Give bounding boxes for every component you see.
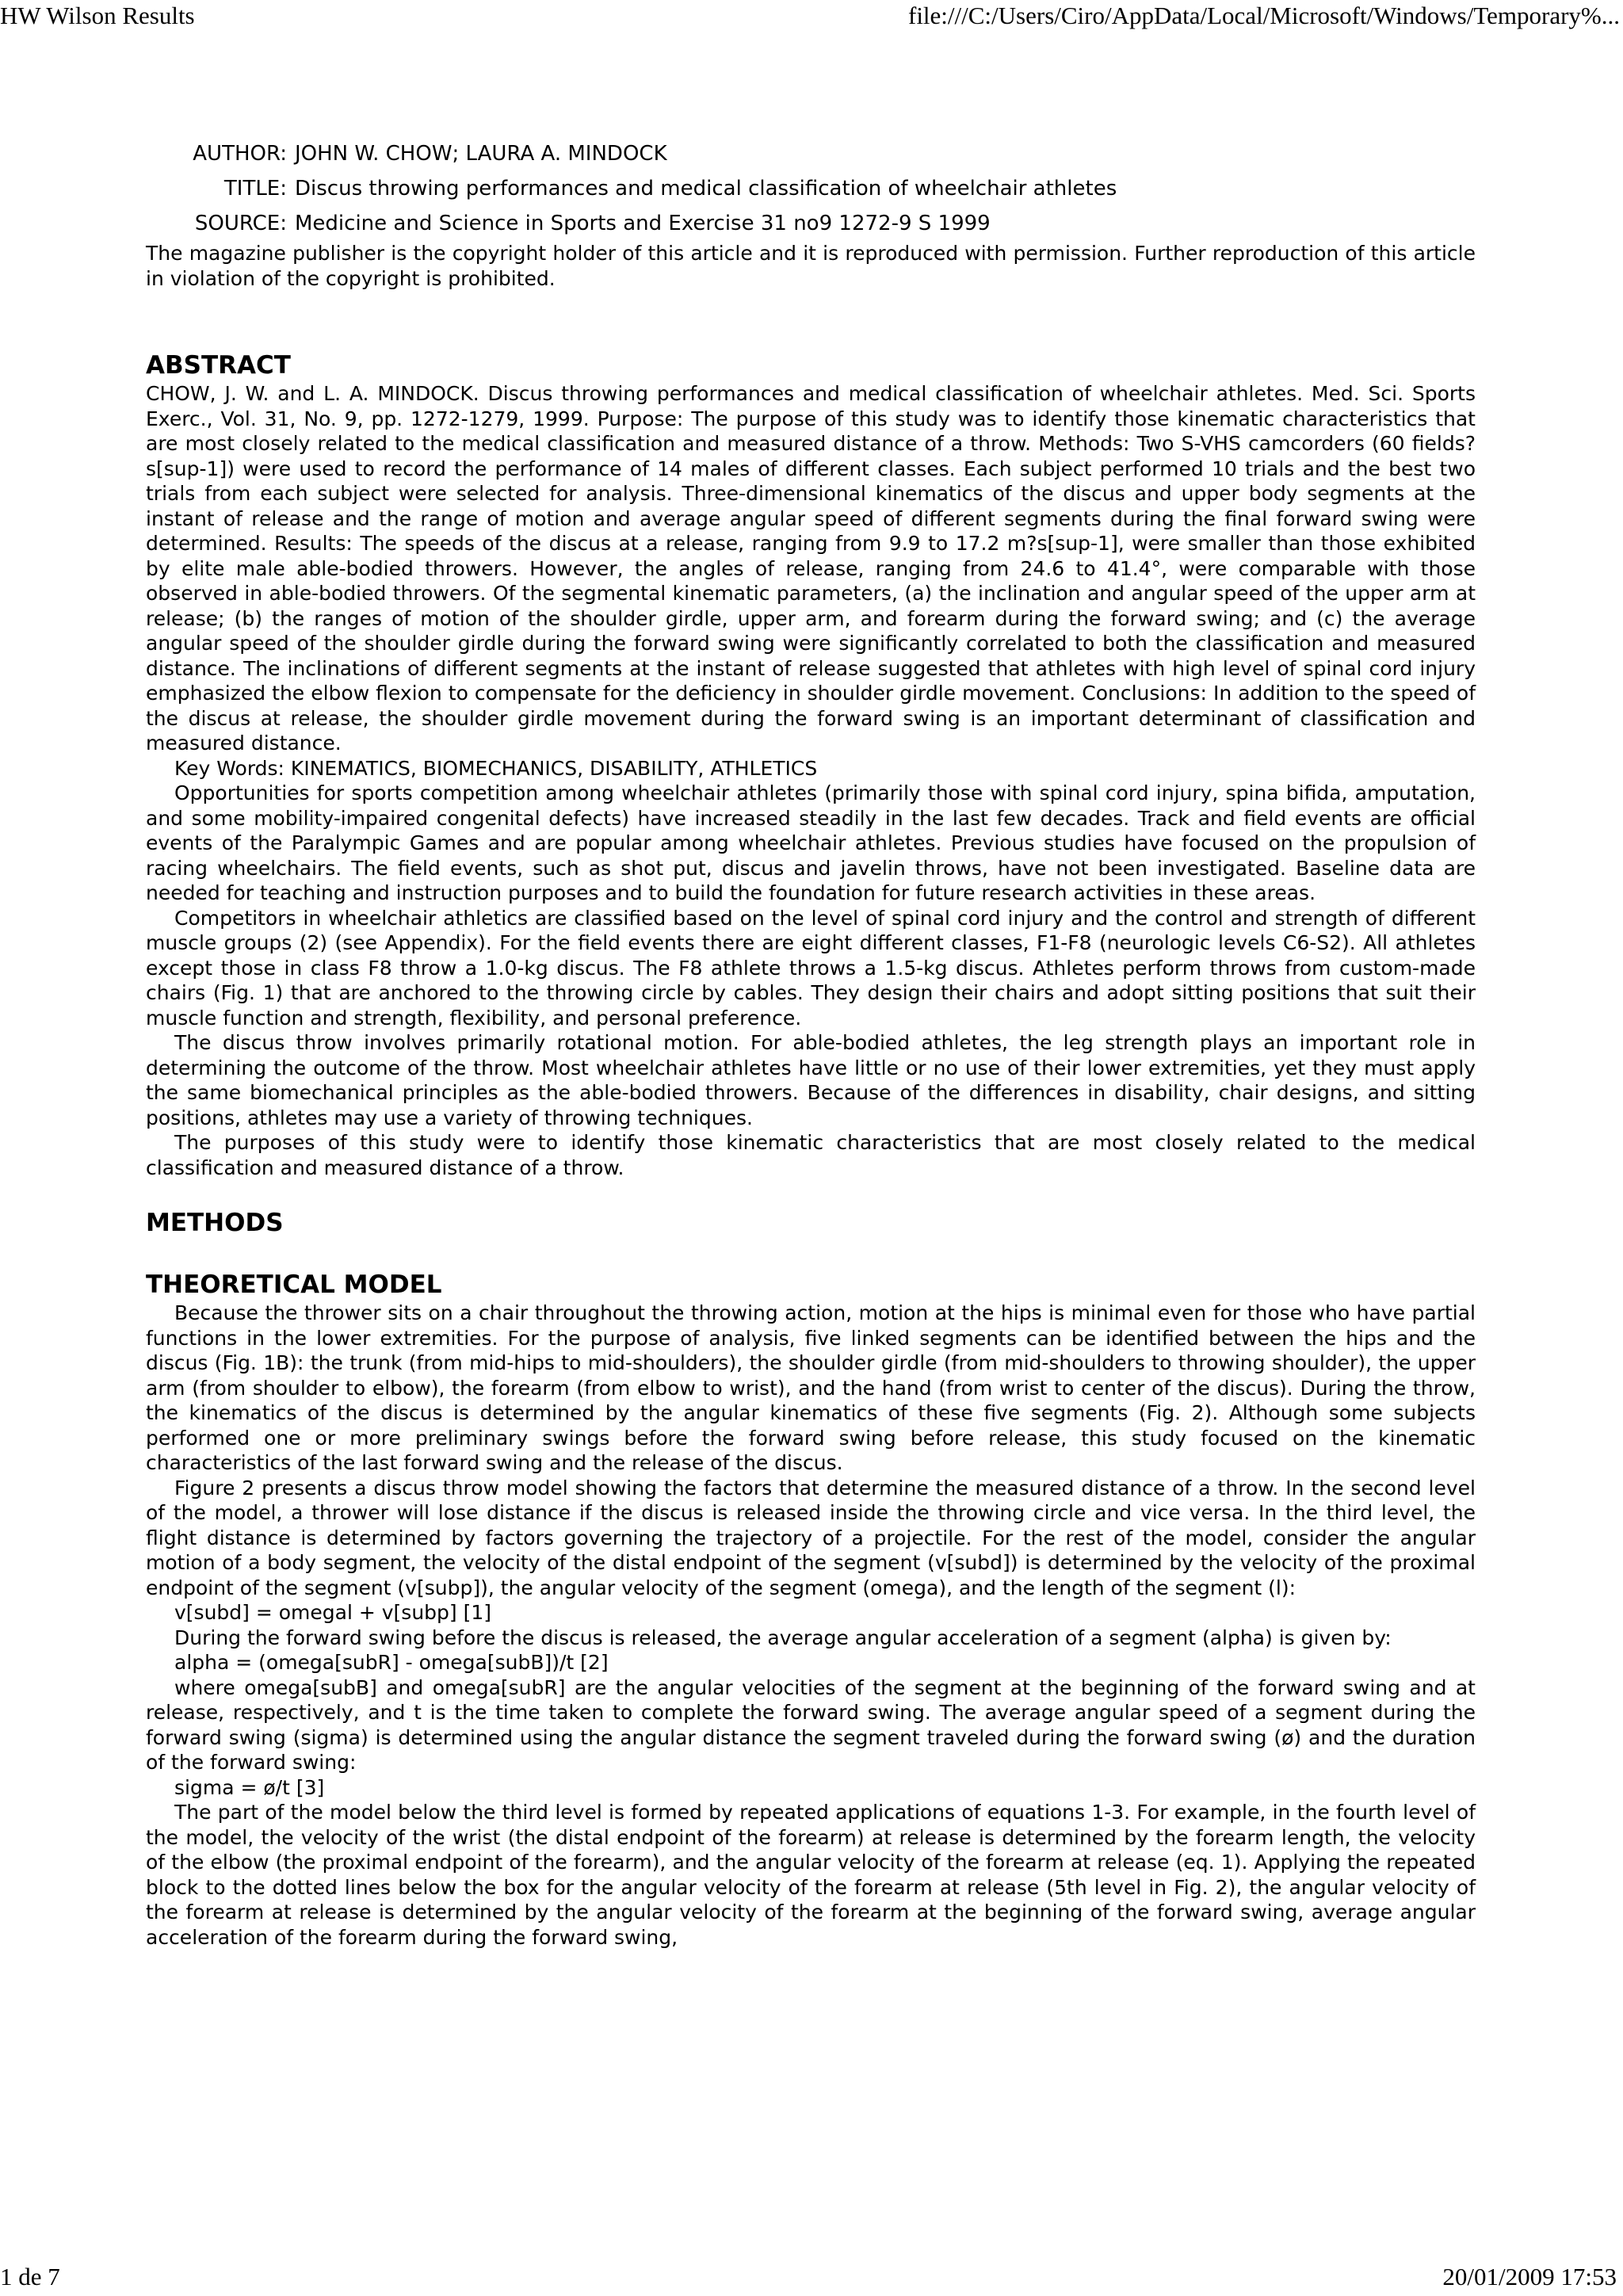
author-value: JOHN W. CHOW; LAURA A. MINDOCK bbox=[295, 142, 667, 166]
copyright-notice: The magazine publisher is the copyright holder of this article and it is reproduced with permission. Further reproduction of this article in violation of the copyright is prohibited. bbox=[146, 242, 1476, 290]
methods-paragraph: Figure 2 presents a discus throw model showing the factors that determine the measured distance of a throw. In the second level of the model, a thrower will lose distance if the discus is released inside the throwing circle and vice versa. In the third level, the flight distance is determined by factors governing the trajectory of a projectile. For the rest of the model, consider the angular motion of a body segment, the velocity of the distal endpoint of the segment (v[subd]) is determined by the velocity of the proximal endpoint of the segment (v[subp]), the angular velocity of the segment (omega), and the length of the segment (l): bbox=[146, 1476, 1476, 1599]
article-metadata bbox=[152, 136, 1476, 241]
keywords: Key Words: KINEMATICS, BIOMECHANICS, DISABILITY, ATHLETICS bbox=[174, 756, 818, 780]
print-datetime: 20/01/2009 17:53 bbox=[1442, 2263, 1617, 2290]
author-label: AUTHOR: bbox=[193, 142, 287, 166]
source-label: SOURCE: bbox=[194, 212, 287, 235]
abstract-heading: ABSTRACT bbox=[146, 351, 291, 380]
source-row bbox=[152, 206, 1476, 241]
title-label: TITLE: bbox=[223, 177, 287, 201]
methods-paragraph: The part of the model below the third level is formed by repeated applications of equations 1-3. For example, in the fourth level of the model, the velocity of the wrist (the distal endpoint of the forearm) at release is determined by the forearm length, the velocity of the elbow (the proximal endpoint of the forearm), and the angular velocity of the forearm at release (eq. 1). Applying the repeated block to the dotted lines below the box for the angular velocity of the forearm at release (5th level in Fig. 2), the angular velocity of the forearm at release is determined by the angular velocity of the forearm at the beginning of the forward swing, average angular acceleration of the forearm during the forward swing, bbox=[146, 1801, 1476, 1949]
title-row bbox=[152, 171, 1476, 206]
methods-paragraph: Because the thrower sits on a chair throughout the throwing action, motion at the hips is minimal even for those who have partial functions in the lower extremities. For the purpose of analysis, five linked segments can be identified between the hips and the discus (Fig. 1B): the trunk (from mid-hips to mid-shoulders), the shoulder girdle (from mid-shoulders to throwing shoulder), the upper arm (from shoulder to elbow), the forearm (from elbow to wrist), and the hand (from wrist to center of the discus). During the throw, the kinematics of the discus is determined by the angular kinematics of these five segments (Fig. 2). Although some subjects performed one or more preliminary swings before the forward swing before release, this study focused on the kinematic characteristics of the last forward swing and the release of the discus. bbox=[146, 1301, 1476, 1474]
print-footer bbox=[0, 2261, 1623, 2296]
intro-paragraph: The purposes of this study were to identify those kinematic characteristics that are most closely related to the medical classification and measured distance of a throw. bbox=[146, 1131, 1476, 1179]
title-value: Discus throwing performances and medical classification of wheelchair athletes bbox=[295, 177, 1117, 201]
intro-paragraph: The discus throw involves primarily rotational motion. For able-bodied athletes, the leg strength plays an important role in determining the outcome of the throw. Most wheelchair athletes have little or no use of their lower extremities, yet they must apply the same biomechanical principles as the able-bodied throwers. Because of the differences in disability, chair designs, and sitting positions, athletes may use a variety of throwing techniques. bbox=[146, 1031, 1476, 1129]
author-row bbox=[152, 136, 1476, 171]
equation-2: alpha = (omega[subR] - omega[subB])/t [2] bbox=[174, 1651, 609, 1674]
source-value: Medicine and Science in Sports and Exercise 31 no9 1272-9 S 1999 bbox=[295, 212, 991, 235]
equation-1: v[subd] = omegal + v[subp] [1] bbox=[174, 1601, 492, 1624]
page-url: file:///C:/Users/Ciro/AppData/Local/Microsoft/Windows/Temporary%... bbox=[908, 2, 1620, 29]
article-content bbox=[146, 136, 1476, 1950]
methods-paragraph: where omega[subB] and omega[subR] are the angular velocities of the segment at the beginning of the forward swing and at release, respectively, and t is the time taken to complete the forward swing. The average angular speed of a segment during the forward swing (sigma) is determined using the angular distance the segment traveled during the forward swing (ø) and the duration of the forward swing: bbox=[146, 1675, 1476, 1774]
page-number: 1 de 7 bbox=[0, 2263, 60, 2290]
intro-paragraph: Opportunities for sports competition among wheelchair athletes (primarily those with spinal cord injury, spina bifida, amputation, and some mobility-impaired congenital defects) have increased steadily in the last few decades. Track and field events are official events of the Paralympic Games and are popular among wheelchair athletes. Previous studies have focused on the propulsion of racing wheelchairs. The field events, such as shot put, discus and javelin throws, have not been investigated. Baseline data are needed for teaching and instruction purposes and to build the foundation for future research activities in these areas. bbox=[146, 781, 1476, 904]
abstract-text: CHOW, J. W. and L. A. MINDOCK. Discus throwing performances and medical classification of wheelchair athletes. Med. Sci. Sports Exerc., Vol. 31, No. 9, pp. 1272-1279, 1999. Purpose: The purpose of this study was to identify those kinematic characteristics that are most closely related to the medical classification and measured distance of a throw. Methods: Two S-VHS camcorders (60 fields?s[sup-1]) were used to record the performance of 14 males of different classes. Each subject performed 10 trials and the best two trials from each subject were selected for analysis. Three-dimensional kinematics of the discus and upper body segments at the instant of release and the range of motion and average angular speed of different segments during the final forward swing were determined. Results: The speeds of the discus at a release, ranging from 9.9 to 17.2 m?s[sup-1], were smaller than those exhibited by elite male able-bodied throwers. However, the angles of release, ranging from 24.6 to 41.4°, were comparable with those observed in able-bodied throwers. Of the segmental kinematic parameters, (a) the inclination and angular speed of the upper arm at release; (b) the ranges of motion of the shoulder girdle, upper arm, and forearm during the forward swing; and (c) the average angular speed of the shoulder girdle during the forward swing were significantly correlated to both the classification and measured distance. The inclinations of different segments at the instant of release suggested that athletes with high level of spinal cord injury emphasized the elbow flexion to compensate for the deficiency in shoulder girdle movement. Conclusions: In addition to the speed of the discus at release, the shoulder girdle movement during the forward swing is an important determinant of classification and measured distance. bbox=[146, 382, 1476, 755]
theoretical-model-heading: THEORETICAL MODEL bbox=[146, 1270, 442, 1299]
methods-heading: METHODS bbox=[146, 1209, 284, 1237]
page-title: HW Wilson Results bbox=[0, 2, 195, 29]
methods-paragraph: During the forward swing before the discus is released, the average angular acceleration of a segment (alpha) is given by: bbox=[174, 1626, 1392, 1649]
equation-3: sigma = ø/t [3] bbox=[174, 1775, 325, 1799]
intro-paragraph: Competitors in wheelchair athletics are classified based on the level of spinal cord injury and the control and strength of different muscle groups (2) (see Appendix). For the field events there are eight different classes, F1-F8 (neurologic levels C6-S2). All athletes except those in class F8 throw a 1.0-kg discus. The F8 athlete throws a 1.5-kg discus. Athletes perform throws from custom-made chairs (Fig. 1) that are anchored to the throwing circle by cables. They design their chairs and adopt sitting positions that suit their muscle function and strength, flexibility, and personal preference. bbox=[146, 906, 1476, 1030]
print-header bbox=[0, 0, 1623, 35]
